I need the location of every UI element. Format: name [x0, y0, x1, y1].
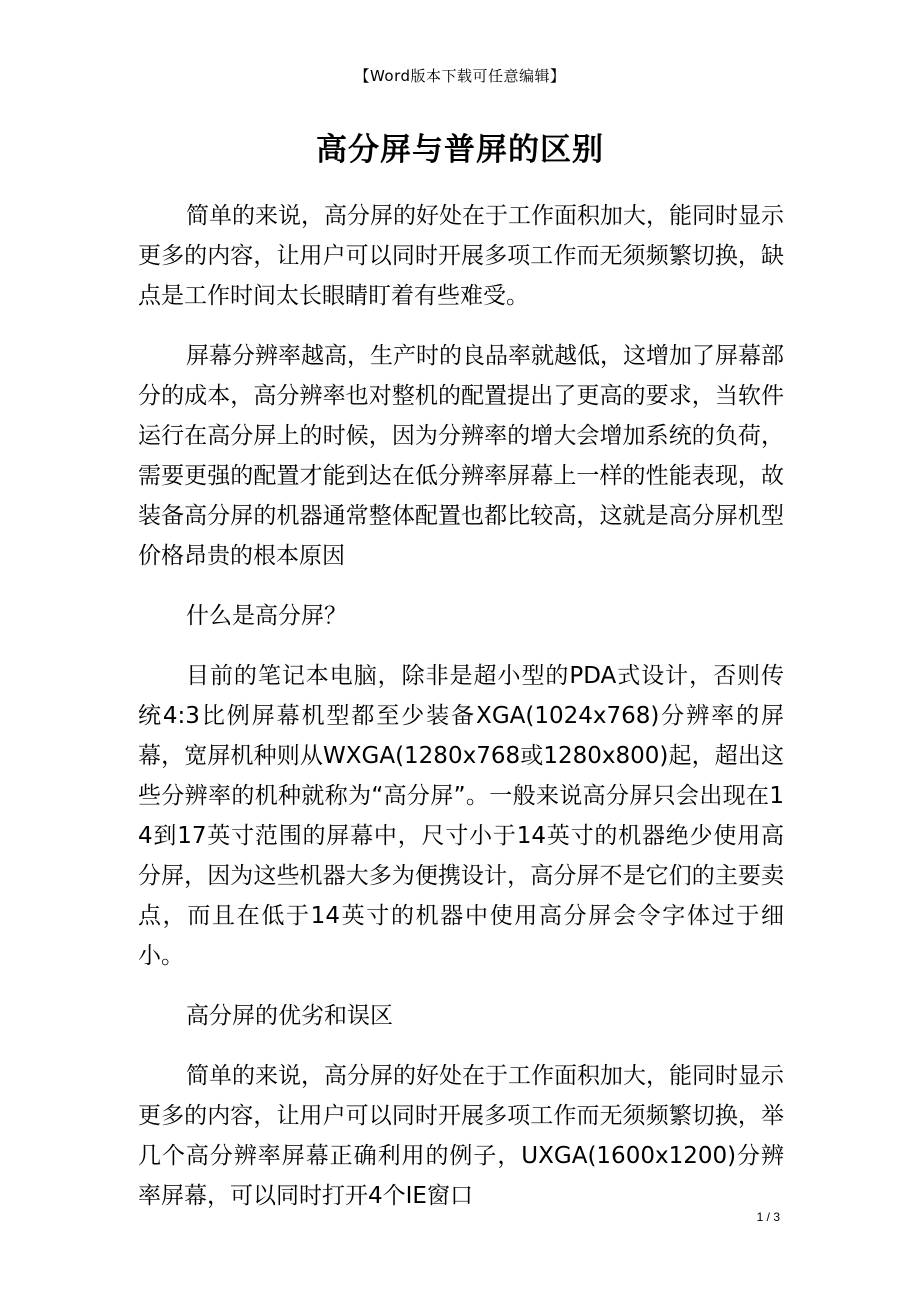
- section-heading-pros-cons: 高分屏的优劣和误区: [186, 1003, 393, 1029]
- paragraph-resolution-cost: 屏幕分辨率越高，生产时的良品率就越低，这增加了屏幕部分的成本，高分辨率也对整机的配置提出了更高的要求，当软件运行在高分屏上的时候，因为分辨率的增大会增加系统的负荷，需要更强的配置才能到达在低分辨率屏幕上一样的性能表现，故装备高分屏的机器通常整体配置也都比较高，这就是高分屏机型价格昂贵的根本原因: [138, 343, 784, 569]
- paragraph-intro: 简单的来说，高分屏的好处在于工作面积加大，能同时显示更多的内容，让用户可以同时开展多项工作而无须频繁切换，缺点是工作时间太长眼睛盯着有些难受。: [138, 203, 784, 309]
- section-heading-what-is: 什么是高分屏？: [186, 603, 347, 629]
- document-body: [138, 196, 784, 1236]
- page-header: 【Word版本下载可任意编辑】: [354, 67, 566, 85]
- paragraph-advantages: 简单的来说，高分屏的好处在于工作面积加大，能同时显示更多的内容，让用户可以同时开展多项工作而无须频繁切换，举几个高分辨率屏幕正确利用的例子，UXGA(1600x1200)分辨率屏幕，可以同时打开4个IE窗口: [138, 1063, 784, 1209]
- document-title: 高分屏与普屏的区别: [316, 132, 604, 168]
- page-number: 1 / 3: [756, 1210, 780, 1224]
- paragraph-definition: 目前的笔记本电脑，除非是超小型的PDA式设计，否则传统4:3比例屏幕机型都至少装备XGA(1024x768)分辨率的屏幕，宽屏机种则从WXGA(1280x768或1280x800)起，超出这些分辨率的机种就称为“高分屏”。一般来说高分屏只会出现在14到17英寸范围的屏幕中，尺寸小于14英寸的机器绝少使用高分屏，因为这些机器大多为便携设计，高分屏不是它们的主要卖点，而且在低于14英寸的机器中使用高分屏会令字体过于细小。: [138, 663, 784, 969]
